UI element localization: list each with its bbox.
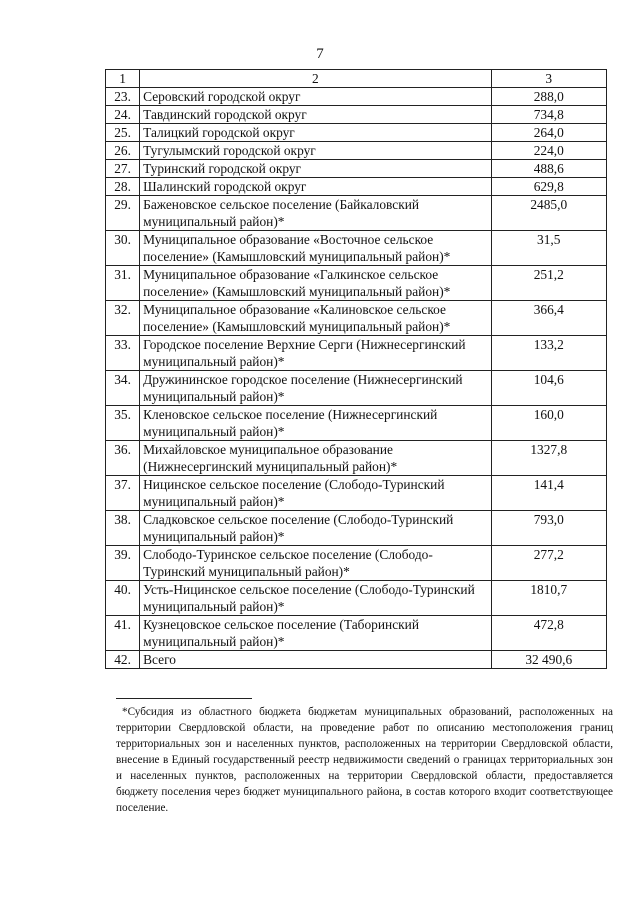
table-row	[106, 546, 607, 581]
row-number-cell: 29.	[106, 196, 140, 231]
table-row	[106, 581, 607, 616]
table-body	[106, 70, 607, 669]
row-value-cell: 288,0	[491, 88, 606, 106]
row-number-cell: 25.	[106, 124, 140, 142]
row-value-cell: 31,5	[491, 231, 606, 266]
row-value-cell: 734,8	[491, 106, 606, 124]
table-row	[106, 336, 607, 371]
table-row	[106, 231, 607, 266]
row-number-cell: 30.	[106, 231, 140, 266]
row-name-cell: Туринский городской округ	[140, 160, 491, 178]
row-value-cell: 104,6	[491, 371, 606, 406]
row-number-cell: 27.	[106, 160, 140, 178]
row-value-cell: 2485,0	[491, 196, 606, 231]
table-row	[106, 511, 607, 546]
row-name-cell: Муниципальное образование «Галкинское сельское поселение» (Камышловский муниципальный район)*	[140, 266, 491, 301]
row-name-cell: Тугулымский городской округ	[140, 142, 491, 160]
table-row	[106, 476, 607, 511]
table-row	[106, 371, 607, 406]
row-name-cell: Тавдинский городской округ	[140, 106, 491, 124]
row-value-cell: 224,0	[491, 142, 606, 160]
table-header-row	[106, 70, 607, 88]
row-name-cell: Баженовское сельское поселение (Байкаловский муниципальный район)*	[140, 196, 491, 231]
row-name-cell: Кузнецовское сельское поселение (Таборинский муниципальный район)*	[140, 616, 491, 651]
row-number-cell: 32.	[106, 301, 140, 336]
row-value-cell: 141,4	[491, 476, 606, 511]
footnote-divider	[116, 698, 252, 699]
row-number-cell: 28.	[106, 178, 140, 196]
row-number-cell: 33.	[106, 336, 140, 371]
row-value-cell: 251,2	[491, 266, 606, 301]
row-name-cell: Шалинский городской округ	[140, 178, 491, 196]
row-number-cell: 24.	[106, 106, 140, 124]
row-name-cell: Всего	[140, 651, 491, 669]
row-value-cell: 277,2	[491, 546, 606, 581]
subsidy-table	[105, 69, 607, 669]
table-row	[106, 441, 607, 476]
row-name-cell: Муниципальное образование «Восточное сельское поселение» (Камышловский муниципальный район)*	[140, 231, 491, 266]
row-name-cell: Дружининское городское поселение (Нижнесергинский муниципальный район)*	[140, 371, 491, 406]
row-name-cell: Ницинское сельское поселение (Слободо-Туринский муниципальный район)*	[140, 476, 491, 511]
table-row	[106, 651, 607, 669]
row-value-cell: 160,0	[491, 406, 606, 441]
row-value-cell: 472,8	[491, 616, 606, 651]
table-row	[106, 406, 607, 441]
row-value-cell: 488,6	[491, 160, 606, 178]
table-row	[106, 88, 607, 106]
row-name-cell: Сладковское сельское поселение (Слободо-Туринский муниципальный район)*	[140, 511, 491, 546]
row-name-cell: Серовский городской округ	[140, 88, 491, 106]
table-row	[106, 142, 607, 160]
table-row	[106, 616, 607, 651]
row-number-cell: 40.	[106, 581, 140, 616]
row-value-cell: 133,2	[491, 336, 606, 371]
column-header-name: 2	[140, 70, 491, 88]
row-name-cell: Муниципальное образование «Калиновское сельское поселение» (Камышловский муниципальный район)*	[140, 301, 491, 336]
row-value-cell: 1810,7	[491, 581, 606, 616]
row-number-cell: 35.	[106, 406, 140, 441]
column-header-value: 3	[491, 70, 606, 88]
row-name-cell: Слободо-Туринское сельское поселение (Слободо-Туринский муниципальный район)*	[140, 546, 491, 581]
row-value-cell: 1327,8	[491, 441, 606, 476]
row-number-cell: 37.	[106, 476, 140, 511]
table-row	[106, 124, 607, 142]
page-number: 7	[316, 46, 324, 62]
row-value-cell: 629,8	[491, 178, 606, 196]
row-value-cell: 793,0	[491, 511, 606, 546]
row-number-cell: 26.	[106, 142, 140, 160]
row-value-cell: 264,0	[491, 124, 606, 142]
row-number-cell: 36.	[106, 441, 140, 476]
table-row	[106, 160, 607, 178]
row-value-cell: 32 490,6	[491, 651, 606, 669]
row-name-cell: Михайловское муниципальное образование (Нижнесергинский муниципальный район)*	[140, 441, 491, 476]
table-row	[106, 196, 607, 231]
column-header-number: 1	[106, 70, 140, 88]
row-name-cell: Талицкий городской округ	[140, 124, 491, 142]
row-number-cell: 39.	[106, 546, 140, 581]
row-number-cell: 34.	[106, 371, 140, 406]
table-row	[106, 106, 607, 124]
row-name-cell: Кленовское сельское поселение (Нижнесергинский муниципальный район)*	[140, 406, 491, 441]
row-name-cell: Усть-Ницинское сельское поселение (Слободо-Туринский муниципальный район)*	[140, 581, 491, 616]
row-number-cell: 31.	[106, 266, 140, 301]
table-row	[106, 178, 607, 196]
table-row	[106, 266, 607, 301]
row-value-cell: 366,4	[491, 301, 606, 336]
table-row	[106, 301, 607, 336]
footnote-text: *Субсидия из областного бюджета бюджетам муниципальных образований, расположенных на территории Свердловской области, на проведение работ по описанию местоположения границ территориальных зон и населенных пунктов, расположенных на территории Свердловской области, внесение в Единый государственный реестр недвижимости сведений о границах территориальных зон и населенных пунктов, расположенных на территории Свердловской области, предоставляется бюджету поселения через бюджет муниципального района, в состав которого входит соответствующее поселение.	[116, 706, 613, 814]
row-number-cell: 42.	[106, 651, 140, 669]
row-name-cell: Городское поселение Верхние Серги (Нижнесергинский муниципальный район)*	[140, 336, 491, 371]
row-number-cell: 41.	[106, 616, 140, 651]
row-number-cell: 23.	[106, 88, 140, 106]
row-number-cell: 38.	[106, 511, 140, 546]
